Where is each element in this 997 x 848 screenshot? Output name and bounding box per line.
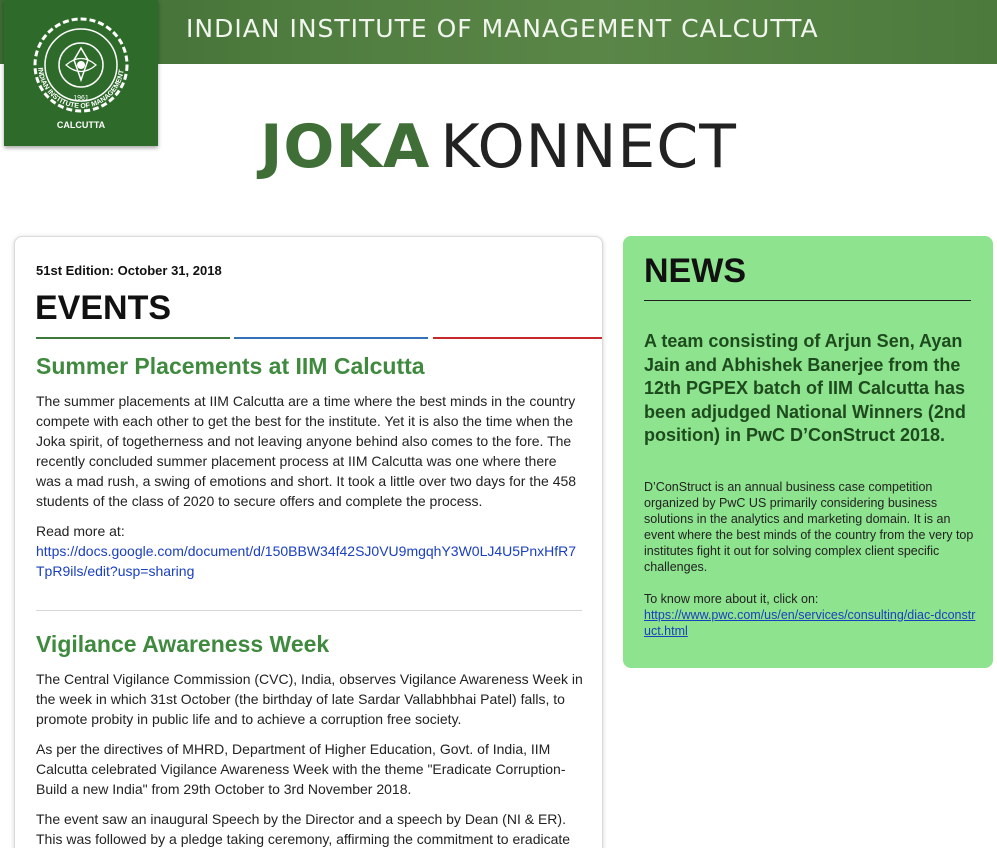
events-card: [14, 236, 603, 848]
news-more-label: To know more about it, click on:: [644, 592, 819, 606]
joka-konnect-title: [0, 112, 997, 182]
article-title-vigilance[interactable]: Vigilance Awareness Week: [36, 631, 330, 657]
article-divider: [36, 610, 582, 611]
events-heading: EVENTS: [35, 289, 172, 327]
read-more-label: Read more at:: [36, 523, 125, 539]
institute-name: INDIAN INSTITUTE OF MANAGEMENT CALCUTTA: [186, 14, 819, 43]
news-card: [623, 236, 993, 668]
news-lead: A team consisting of Arjun Sen, Ayan Jain and Abhishek Banerjee from the 12th PGPEX batch of IIM Calcutta has been adjudged National Winners (2nd position) in PwC D’ConStruct 2018.: [644, 331, 966, 445]
news-body: D’ConStruct is an annual business case competition organized by PwC US primarily considering business solutions in the analytics and marketing domain. It is an event where the best minds of the country from the very top institutes fight it out for solving complex client specific challenges.: [644, 480, 974, 574]
logo-year: 1961: [73, 95, 89, 102]
article-paragraph: As per the directives of MHRD, Department of Higher Education, Govt. of India, IIM Calcutta celebrated Vigilance Awareness Week with the theme "Eradicate Corruption-Build a new India" from 29th October to 3rd November 2018.: [36, 741, 566, 797]
read-more-block: [36, 521, 584, 581]
brand-light: KONNECT: [440, 112, 737, 182]
news-heading: NEWS: [644, 252, 746, 290]
svg-text:INDIAN INSTITUTE OF MANAGEMENT: [36, 67, 126, 110]
divider-blue: [234, 337, 428, 339]
article-paragraph: The Central Vigilance Commission (CVC), India, observes Vigilance Awareness Week in the week in which 31st October (the birthday of late Sardar Vallabhbhai Patel) falls, to promote probity in public life and to achieve a corruption free society.: [36, 671, 583, 727]
placements-doc-link[interactable]: https://docs.google.com/document/d/150BBW34f42SJ0VU9mgqhY3W0LJ4U5PnxHfR7TpR9ils/edit?usp=sharing: [36, 543, 577, 579]
article-paragraph: The event saw an inaugural Speech by the Director and a speech by Dean (NI & ER). This was followed by a pledge taking ceremony, affirming the commitment to eradicate: [36, 811, 571, 847]
news-more-block: [644, 591, 979, 639]
article-title-placements[interactable]: Summer Placements at IIM Calcutta: [36, 353, 425, 379]
divider-red: [433, 337, 603, 339]
edition-label: 51st Edition: October 31, 2018: [36, 263, 222, 278]
brand-bold: JOKA: [260, 112, 431, 182]
logo-city: CALCUTTA: [56, 120, 106, 130]
article-paragraph: The summer placements at IIM Calcutta are a time where the best minds in the country compete with each other to get the best for the institute. Yet it is also the time when the Joka spirit, of togetherness and not leaving anyone behind also comes to the fore. The recently concluded summer placement process at IIM Calcutta was one where there was a mad rush, a swing of emotions and short. It took a little over two days for the 458 students of the class of 2020 to secure offers and complete the process.: [36, 393, 577, 509]
divider-green: [36, 337, 230, 339]
logo-ring-text: INDIAN INSTITUTE OF MANAGEMENT: [36, 67, 126, 111]
pwc-link[interactable]: https://www.pwc.com/us/en/services/consulting/diac-dconstruct.html: [644, 608, 976, 638]
news-divider: [644, 300, 971, 301]
